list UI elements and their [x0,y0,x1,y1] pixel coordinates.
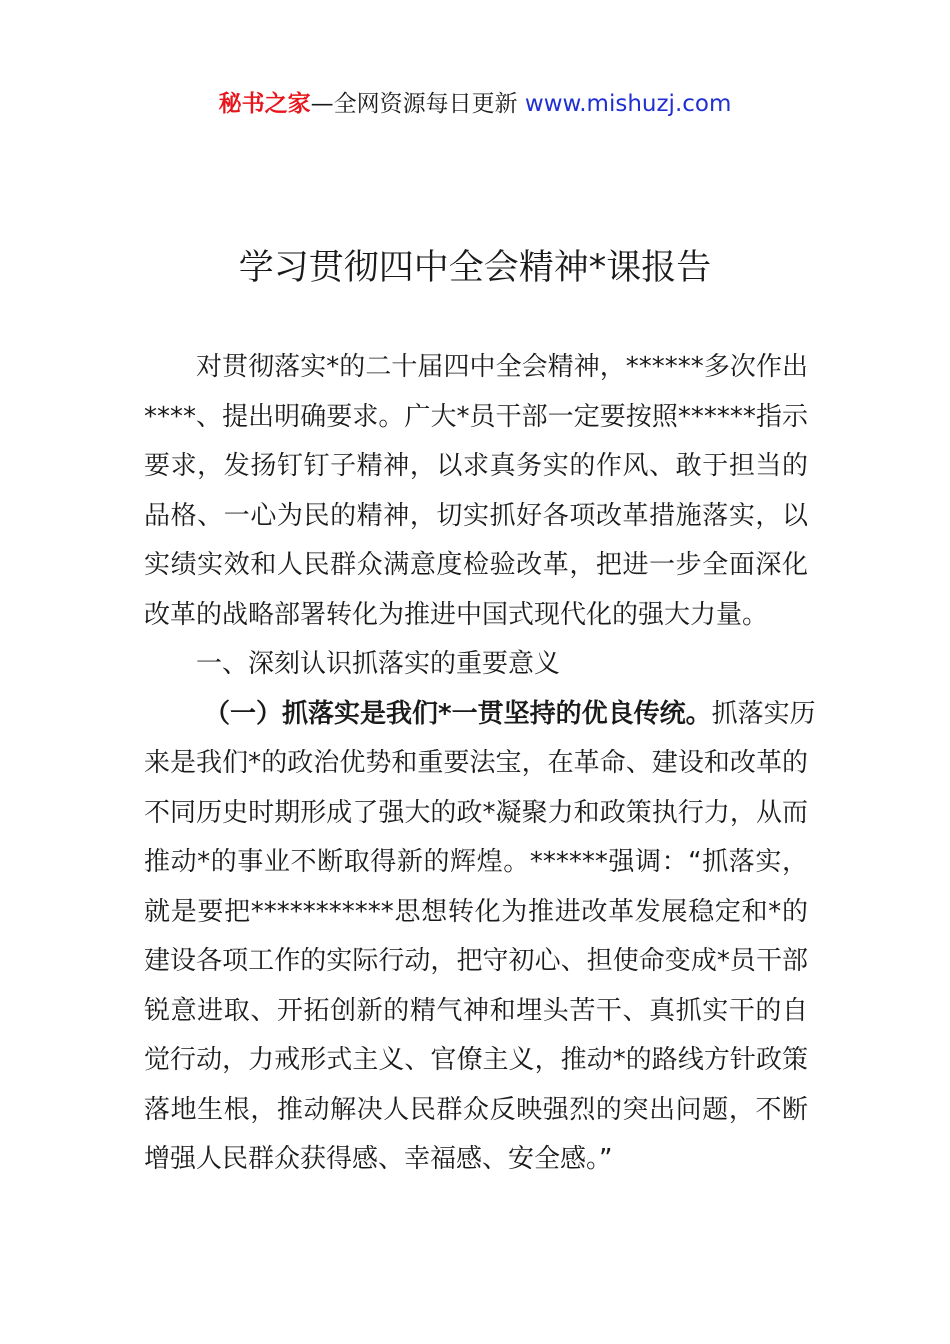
intro-line: 品格、一心为民的精神，切实抓好各项改革措施落实，以 [144,500,808,531]
paragraph-line: 落地生根，推动解决人民群众反映强烈的突出问题，不断 [144,1094,808,1125]
intro-line: 改革的战略部署转化为推进中国式现代化的强大力量。 [144,599,769,630]
document-title: 学习贯彻四中全会精神*课报告 [238,248,712,288]
document-body [144,343,816,1185]
paragraph-line: 就是要把***********思想转化为推进改革发展稳定和*的 [144,896,808,927]
intro-line: 对贯彻落实*的二十届四中全会精神，******多次作出 [196,352,808,382]
paragraph-line: 增强人民群众获得感、幸福感、安全感。” [144,1144,613,1174]
paragraph-line: 来是我们*的政治优势和重要法宝，在革命、建设和改革的 [144,748,808,778]
site-header [0,88,950,120]
intro-line: 实绩实效和人民群众满意度检验改革，把进一步全面深化 [144,550,808,580]
subsection-heading: （一）抓落实是我们*一贯坚持的优良传统。 [204,698,712,729]
paragraph-line: 锐意进取、开拓创新的精气神和埋头苦干、真抓实干的自 [144,995,808,1026]
brand-name: 秘书之家 [218,91,311,117]
subsection-line-rest: 抓落实历 [711,698,816,729]
header-tagline: —全网资源每日更新 [310,91,525,117]
paragraph-line: 建设各项工作的实际行动，把守初心、担使命变成*员干部 [144,946,808,976]
intro-line: 要求，发扬钉钉子精神，以求真务实的作风、敢于担当的 [144,451,808,481]
paragraph-line: 推动*的事业不断取得新的辉煌。******强调：“抓落实， [144,847,808,877]
site-url-link[interactable]: www.mishuzj.com [524,91,732,117]
paragraph-line: 不同历史时期形成了强大的政*凝聚力和政策执行力，从而 [144,797,808,828]
section-heading: 一、深刻认识抓落实的重要意义 [196,649,561,679]
intro-line: ****、提出明确要求。广大*员干部一定要按照******指示 [144,401,808,432]
subsection-first-line [144,690,816,740]
paragraph-line: 觉行动，力戒形式主义、官僚主义，推动*的路线方针政策 [144,1045,808,1075]
